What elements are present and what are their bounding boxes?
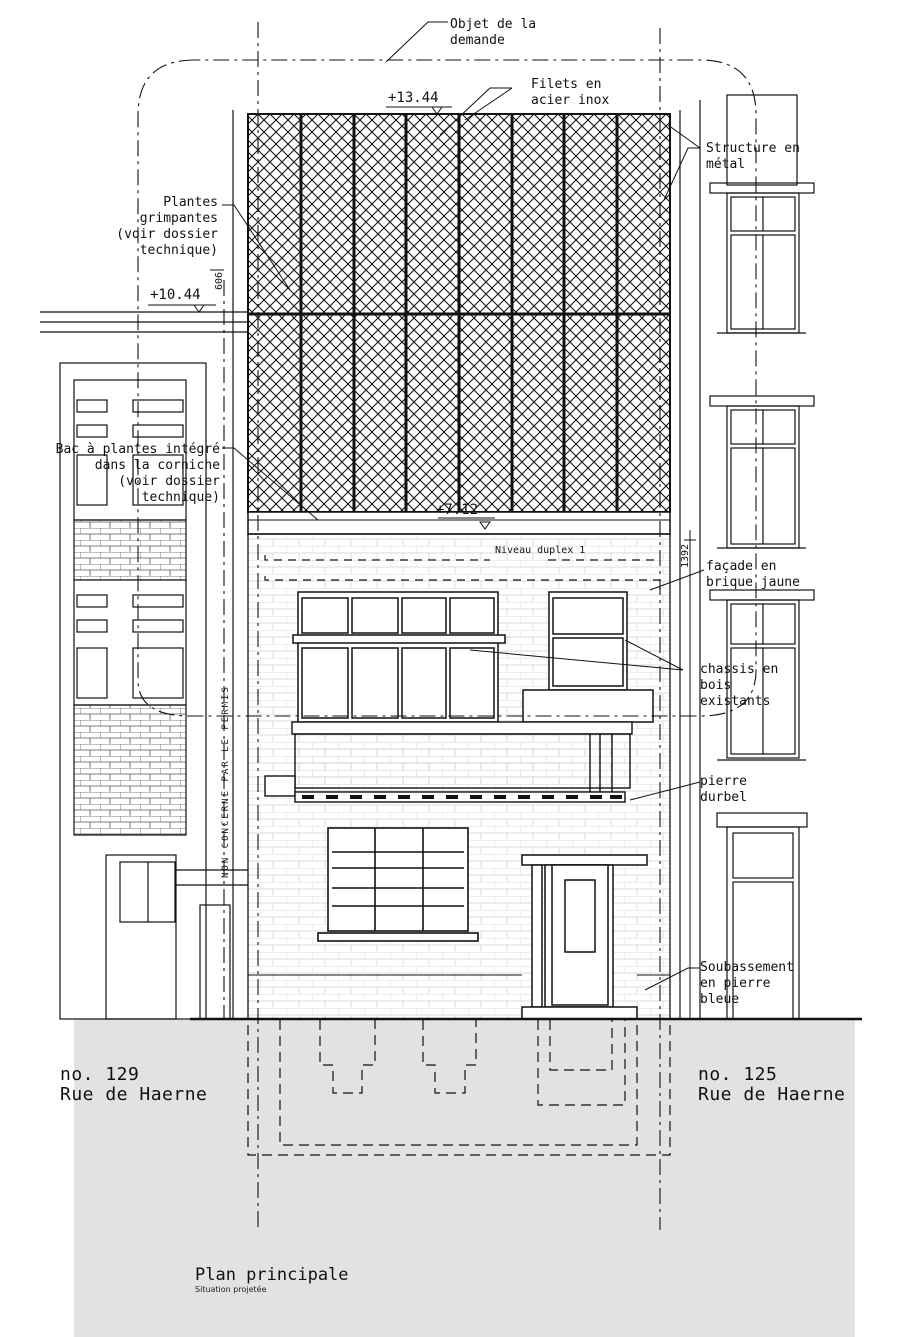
annotation-bac-2: dans la corniche: [94, 458, 220, 473]
annotation-facade-2: brique jaune: [706, 575, 800, 590]
main-facade: [233, 110, 680, 1019]
annotation-plantes-1: Plantes: [163, 195, 218, 210]
annotation-chassis-1: chassis en: [700, 662, 779, 677]
annotation-plantes-3: (voir dossier: [116, 227, 218, 242]
annotation-filets-1: Filets en: [531, 77, 602, 92]
left-neighbor-number: no. 129: [60, 1064, 140, 1085]
niveau-label: Niveau duplex 1: [495, 545, 586, 556]
annotation-filets-2: acier inox: [531, 93, 610, 108]
annotation-structure-1: Structure en: [706, 141, 800, 156]
level-low: +7.12: [436, 502, 479, 518]
annotation-facade-1: façade en: [706, 559, 777, 574]
annotation-structure-2: métal: [706, 157, 746, 172]
annotation-plantes-4: technique): [139, 243, 218, 258]
level-mid: +10.44: [150, 287, 201, 303]
drawing-subtitle: Situation projetée: [195, 1285, 267, 1294]
dimension-lower: 1392: [680, 543, 691, 568]
upper-windows: [293, 592, 653, 722]
annotation-bac-1: Bac à plantes intégré: [55, 442, 220, 457]
annotation-objet-1: Objet de la: [450, 17, 537, 32]
vertical-note: NON CONCERNE PAR LE PERMIS: [221, 685, 231, 878]
annotation-soubassement-2: en pierre: [700, 976, 771, 991]
right-neighbor-street: Rue de Haerne: [698, 1084, 846, 1105]
dimension-upper: 606: [214, 271, 225, 290]
annotation-pierre-2: durbel: [700, 790, 747, 805]
annotation-chassis-2: bois: [700, 678, 732, 693]
right-neighbor-number: no. 125: [698, 1064, 778, 1085]
left-neighbor-street: Rue de Haerne: [60, 1084, 208, 1105]
annotation-bac-4: technique): [141, 490, 220, 505]
annotation-soubassement-3: bleue: [700, 992, 740, 1007]
annotation-plantes-2: grimpantes: [139, 211, 218, 226]
left-neighbor-building: [40, 312, 248, 1019]
ground-window: [318, 828, 478, 941]
level-top: +13.44: [388, 90, 439, 106]
drawing-title: Plan principale: [195, 1265, 349, 1285]
annotation-pierre-1: pierre: [700, 774, 747, 789]
annotation-soubassement-1: Soubassement: [700, 960, 794, 975]
right-neighbor-building: [700, 95, 814, 1019]
annotation-bac-3: (voir dossier: [118, 474, 220, 489]
annotation-objet-2: demande: [450, 33, 505, 48]
annotation-chassis-3: existants: [700, 694, 771, 709]
